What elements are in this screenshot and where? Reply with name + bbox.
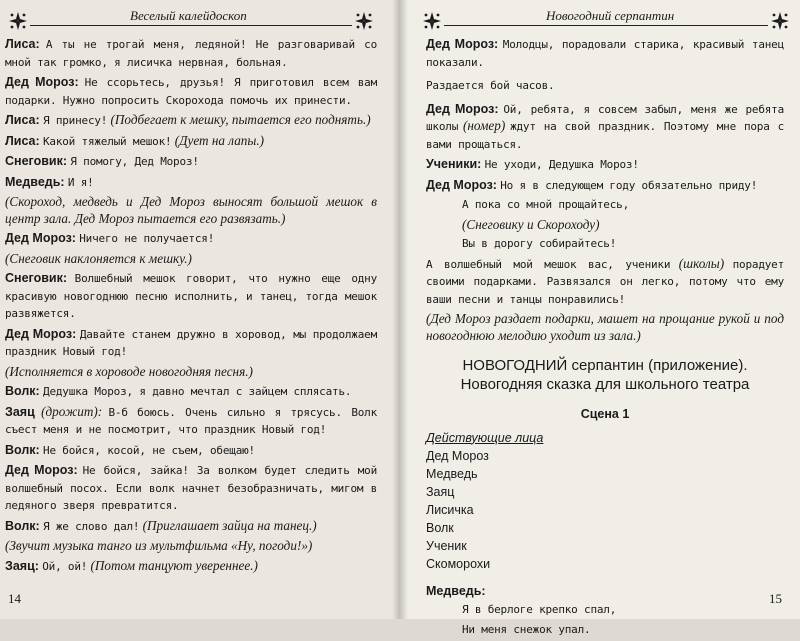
- running-header-title: Новогодний серпантин: [540, 8, 680, 24]
- speaker-name: Дед Мороз:: [426, 37, 499, 51]
- stage-direction: (Дед Мороз раздает подарки, машет на прощание рукой и под новогоднюю мелодию уходит из зала.): [426, 311, 784, 343]
- cast-member: Скоморохи: [426, 556, 491, 571]
- dialogue-paragraph: [5, 383, 377, 401]
- dialogue-text: Я же слово дал!: [43, 519, 140, 533]
- stage-direction: (Звучит музыка танго из мультфильма «Ну, погоди!»): [5, 538, 313, 553]
- cast-member: Заяц: [426, 484, 455, 499]
- speaker-name: Волк:: [5, 518, 40, 533]
- dialogue-paragraph: [426, 77, 784, 95]
- dialogue-text: А ты не трогай меня, ледяной! Не разговаривай со мной так громко, я лисичка нервная, больная.: [5, 38, 377, 69]
- dialogue-text: Не уходи, Дедушка Мороз!: [484, 158, 639, 171]
- stage-direction: (Исполняется в хороводе новогодняя песня.): [5, 363, 253, 379]
- stage-direction: (Снеговик наклоняется к мешку.): [5, 250, 192, 266]
- stage-direction: (Дует на лапы.): [174, 132, 265, 148]
- heading-line: Новогодняя сказка для школьного театра: [460, 376, 750, 393]
- dialogue-paragraph: [5, 462, 377, 515]
- dialogue-text: Ой, ой!: [42, 559, 88, 573]
- stage-direction: (Приглашает зайца на танец.): [142, 517, 317, 533]
- cast-list: [426, 447, 784, 573]
- speaker-name: Волк:: [5, 442, 40, 457]
- cast-member: Волк: [426, 520, 454, 535]
- verse-line: А пока со мной прощайтесь,: [462, 198, 629, 211]
- dialogue-text: ждут на свой праздник. Поэтому мне пора с вами прощаться.: [426, 120, 785, 151]
- dialogue-text: И я!: [67, 175, 94, 189]
- left-page: [0, 0, 400, 619]
- cast-member: Дед Мороз: [426, 448, 489, 463]
- right-page-text: [426, 36, 784, 641]
- dialogue-text: Дедушка Мороз, я давно мечтал с зайцем сплясать.: [43, 385, 352, 398]
- stage-direction: (дрожит):: [41, 403, 103, 419]
- left-page-header: [6, 8, 376, 36]
- ornament-icon: [770, 11, 790, 31]
- dialogue-text: Волшебный мешок говорит, что нужно еще одну красивую новогоднюю песню исполнить, и танец, тогда мешок развяжется.: [5, 272, 378, 320]
- ornament-icon: [354, 11, 374, 31]
- cast-member: Медведь: [426, 466, 478, 481]
- speaker-name: Медведь:: [5, 174, 65, 189]
- section-heading: [426, 356, 784, 394]
- dialogue-paragraph: [426, 101, 784, 154]
- dialogue-text: Я принесу!: [42, 114, 108, 127]
- dialogue-paragraph: [426, 36, 784, 71]
- dialogue-paragraph: [5, 404, 377, 439]
- dialogue-text: Давайте станем дружно в хоровод, мы продолжаем праздник Новый год!: [5, 327, 377, 358]
- dialogue-paragraph: [5, 518, 377, 536]
- page-number: 15: [769, 591, 782, 606]
- dialogue-text: В-б боюсь. Очень сильно я трясусь. Волк съест меня и не посмотрит, что праздник Новый год!: [5, 405, 378, 436]
- heading-line: НОВОГОДНИЙ серпантин (приложение).: [462, 357, 748, 374]
- verse-line: Я в берлоге крепко спал,: [462, 603, 617, 616]
- page-number: 14: [8, 591, 21, 606]
- speaker-name: Дед Мороз:: [5, 231, 76, 245]
- dialogue-paragraph: [5, 270, 377, 323]
- stage-direction: (Подбегает к мешку, пытается его поднять.): [110, 112, 371, 127]
- ornament-icon: [8, 11, 28, 31]
- dialogue-text: Не бойся, косой, не съем, обещаю!: [43, 443, 255, 457]
- dialogue-text: Не бойся, зайка! За волком будет следить мой волшебный посох. Если волк начнет безобразничать, мигом в ледяного зверя превратится.: [5, 464, 378, 512]
- right-page: [400, 0, 800, 636]
- dialogue-text: Ничего не получается!: [79, 232, 215, 245]
- dialogue-paragraph: [5, 326, 377, 361]
- speaker-name: Заяц: [5, 404, 35, 419]
- book-gutter-shadow: [392, 0, 408, 619]
- cast-member: Лисичка: [426, 502, 474, 517]
- final-dialogue: [426, 583, 784, 600]
- dialogue-paragraph: [5, 133, 377, 151]
- dialogue-paragraph: [5, 442, 377, 460]
- verse-block: [426, 602, 784, 638]
- dialogue-paragraph: [5, 538, 377, 555]
- dialogue-paragraph: [5, 153, 377, 171]
- stage-direction: (номер): [462, 118, 506, 133]
- ornament-icon: [422, 11, 442, 31]
- dialogue-paragraph: [5, 74, 377, 109]
- dialogue-text: Какой тяжелый мешок!: [42, 134, 172, 148]
- closing-paragraph: [426, 256, 784, 309]
- speaker-name: Ученики:: [426, 157, 482, 171]
- speaker-name: Лиса:: [5, 133, 40, 148]
- dialogue-text: Ой, ребята, я совсем забыл, меня же ребята школы: [426, 102, 785, 133]
- speaker-name: Дед Мороз:: [5, 326, 77, 341]
- dialogue-text: Молодцы, порадовали старика, красивый танец показали.: [426, 38, 785, 69]
- left-page-text: [5, 36, 377, 578]
- dialogue-text: порадует своими подарками. Развязался он легко, потому что ему ваши песни и танцы понравились!: [426, 257, 785, 306]
- header-rule: [30, 25, 352, 26]
- speaker-name: Дед Мороз:: [426, 101, 499, 116]
- dialogue-text: Не ссорьтесь, друзья! Я приготовил всем вам подарки. Нужно попросить Скорохода помочь их принести.: [5, 76, 378, 107]
- dialogue-block: [426, 36, 784, 194]
- running-header-title: Веселый калейдоскоп: [124, 8, 253, 24]
- speaker-name: Лиса:: [5, 113, 40, 127]
- speaker-name: Лиса:: [5, 37, 40, 51]
- header-rule: [444, 25, 768, 26]
- dialogue-text: Раздается бой часов.: [426, 79, 555, 92]
- dialogue-paragraph: [5, 112, 377, 130]
- dialogue-paragraph: [426, 177, 784, 195]
- stage-direction: (Потом танцуют увереннее.): [90, 557, 258, 573]
- cast-heading: Действующие лица: [426, 430, 544, 445]
- speaker-name: Снеговик:: [5, 271, 67, 285]
- dialogue-paragraph: [5, 36, 377, 71]
- dialogue-paragraph: [5, 251, 377, 268]
- stage-direction: (Снеговику и Скороходу): [462, 216, 600, 232]
- verse-line: Вы в дорогу собирайтесь!: [462, 237, 617, 250]
- right-page-header: [420, 8, 792, 36]
- dialogue-text: Я помогу, Дед Мороз!: [70, 155, 199, 168]
- verse-block: [426, 197, 784, 253]
- speaker-name: Волк:: [5, 384, 40, 398]
- dialogue-paragraph: [5, 230, 377, 248]
- verse-line: Ни меня снежок упал.: [462, 622, 591, 636]
- scene-title: Сцена 1: [580, 407, 630, 421]
- dialogue-paragraph: [5, 194, 377, 227]
- dialogue-text: А волшебный мой мешок вас, ученики: [426, 257, 671, 271]
- cast-member: Ученик: [426, 538, 467, 553]
- speaker-name: Дед Мороз:: [5, 75, 79, 89]
- dialogue-paragraph: [5, 174, 377, 192]
- stage-direction: (школы): [678, 255, 725, 271]
- dialogue-paragraph: [5, 364, 377, 381]
- speaker-name: Заяц:: [5, 558, 39, 573]
- speaker-name: Дед Мороз:: [5, 463, 78, 477]
- dialogue-paragraph: [426, 156, 784, 174]
- dialogue-paragraph: [5, 558, 377, 576]
- speaker-name: Снеговик:: [5, 154, 67, 168]
- speaker-name: Медведь:: [426, 583, 486, 598]
- speaker-name: Дед Мороз:: [426, 177, 497, 192]
- dialogue-text: Но я в следующем году обязательно приду!: [500, 178, 758, 192]
- stage-direction: (Скороход, медведь и Дед Мороз выносят большой мешок в центр зала. Дед Мороз пытается его развязать.): [5, 194, 377, 226]
